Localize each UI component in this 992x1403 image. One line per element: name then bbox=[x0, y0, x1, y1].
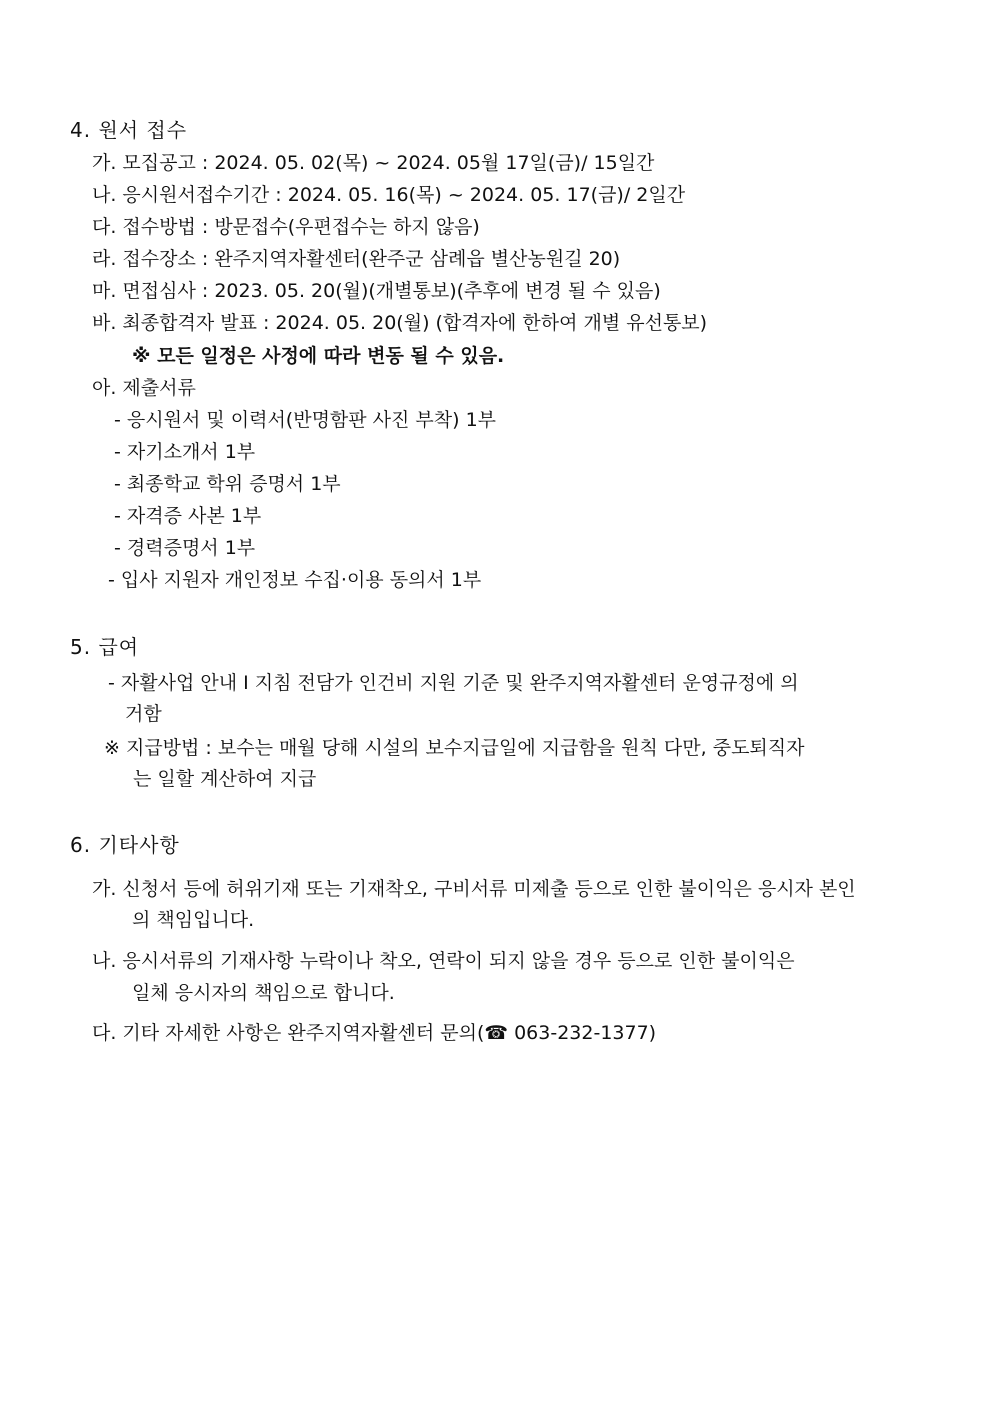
doc-list-item: - 자격증 사본 1부 bbox=[114, 505, 262, 527]
doc-list-item: - 응시원서 및 이력서(반명함판 사진 부착) 1부 bbox=[114, 409, 497, 431]
section-6-item-ga-line2: 의 책임입니다. bbox=[132, 909, 255, 931]
section-4-item-ma: 마. 면접심사 : 2023. 05. 20(월)(개별통보)(추후에 변경 될 수 있음) bbox=[92, 280, 661, 302]
section-6-item-na-line1: 나. 응시서류의 기재사항 누락이나 착오, 연락이 되지 않을 경우 등으로 인한 불이익은 bbox=[92, 950, 795, 972]
doc-list-item: - 경력증명서 1부 bbox=[114, 537, 256, 559]
section-6-item-ga-line1: 가. 신청서 등에 허위기재 또는 기재착오, 구비서류 미제출 등으로 인한 불이익은 응시자 본인 bbox=[92, 878, 856, 900]
section-4-item-ra: 라. 접수장소 : 완주지역자활센터(완주군 삼례읍 별산농원길 20) bbox=[92, 248, 621, 270]
section-4-docs-heading: 아. 제출서류 bbox=[92, 377, 196, 399]
section-4-item-na: 나. 응시원서접수기간 : 2024. 05. 16(목) ~ 2024. 05. 17(금)/ 2일간 bbox=[92, 184, 686, 206]
section-4-item-ga: 가. 모집공고 : 2024. 05. 02(목) ~ 2024. 05월 17일(금)/ 15일간 bbox=[92, 152, 655, 174]
section-5-title: 5. 급여 bbox=[70, 635, 140, 659]
section-6-item-da: 다. 기타 자세한 사항은 완주지역자활센터 문의(☎ 063-232-1377) bbox=[92, 1022, 657, 1044]
section-4-item-da: 다. 접수방법 : 방문접수(우편접수는 하지 않음) bbox=[92, 216, 480, 238]
payment-method-line1: ※ 지급방법 : 보수는 매월 당해 시설의 보수지급일에 지급함을 원칙 다만, 중도퇴직자 bbox=[104, 737, 805, 759]
section-6-title: 6. 기타사항 bbox=[70, 833, 180, 857]
doc-list-item: - 입사 지원자 개인정보 수집·이용 동의서 1부 bbox=[108, 569, 482, 591]
salary-basis-line1: - 자활사업 안내 Ⅰ 지침 전담가 인건비 지원 기준 및 완주지역자활센터 운영규정에 의 bbox=[108, 672, 799, 694]
schedule-notice: ※ 모든 일정은 사정에 따라 변동 될 수 있음. bbox=[132, 345, 505, 367]
salary-basis-line2: 거함 bbox=[125, 703, 162, 725]
section-4-item-ba: 바. 최종합격자 발표 : 2024. 05. 20(월) (합격자에 한하여 개별 유선통보) bbox=[92, 312, 708, 334]
doc-list-item: - 자기소개서 1부 bbox=[114, 441, 256, 463]
section-6-item-na-line2: 일체 응시자의 책임으로 합니다. bbox=[132, 982, 395, 1004]
doc-list-item: - 최종학교 학위 증명서 1부 bbox=[114, 473, 341, 495]
section-4-title: 4. 원서 접수 bbox=[70, 118, 188, 142]
payment-method-line2: 는 일할 계산하여 지급 bbox=[133, 768, 317, 790]
